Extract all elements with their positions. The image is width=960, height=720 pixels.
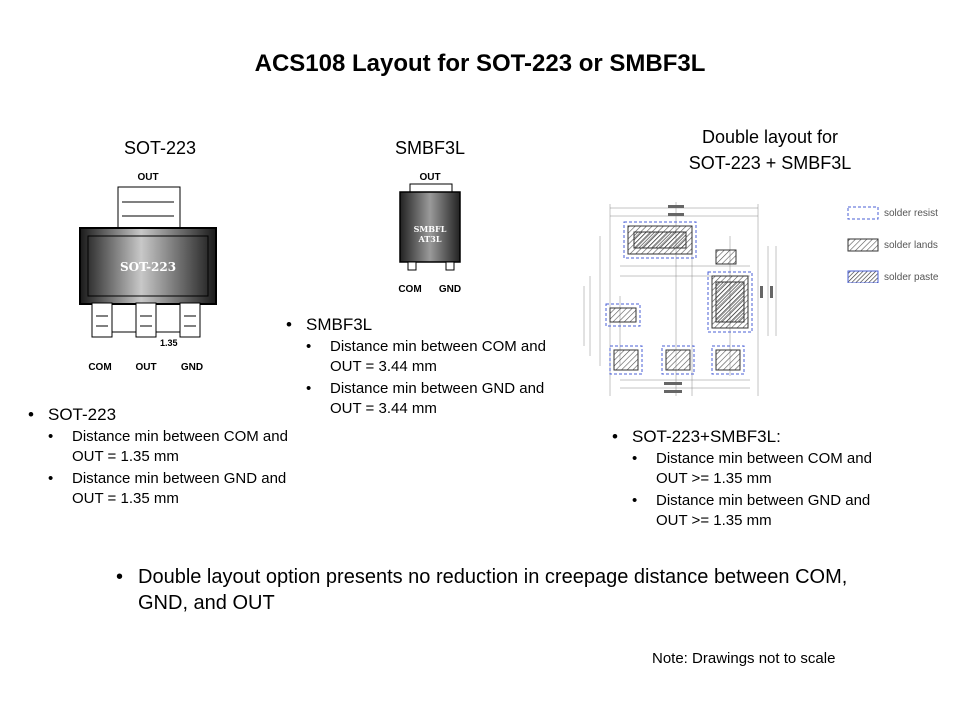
land-bottom-com: [614, 350, 638, 370]
smbf3l-bullet: [282, 314, 572, 419]
sot223-pin-label-gnd: GND: [180, 362, 204, 373]
smbf3l-top-pin-label: OUT: [419, 172, 441, 183]
smbf3l-header: SMBF3L: [394, 138, 466, 158]
sot223-pin-com: [92, 303, 112, 337]
smbf3l-pin-label-gnd: GND: [438, 284, 462, 295]
sot223-body-label: SOT-223: [120, 260, 177, 274]
smbf3l-sub-bullet-1: • Distance min between COM and OUT = 3.44 mm: [306, 337, 572, 377]
smbf3l-package-drawing: [388, 166, 478, 298]
land-bottom-gnd: [716, 350, 740, 370]
double-layout-footprint-drawing: [580, 196, 790, 406]
sot223-package-drawing: [70, 166, 240, 378]
legend-label-paste: solder paste: [884, 272, 939, 283]
double-sub-bullet-1: • Distance min between COM and OUT >= 1.35 mm: [632, 449, 898, 489]
land-right-small: [716, 250, 736, 264]
smbf3l-top-pin: [410, 184, 452, 192]
sot223-bullet-text: SOT-223: [48, 405, 117, 424]
sot223-bullet: [24, 404, 314, 509]
smbf3l-sub-bullet-2: • Distance min between GND and OUT = 3.44 mm: [306, 379, 572, 419]
double-sub-bullet-2: • Distance min between GND and OUT >= 1.35 mm: [632, 491, 898, 531]
smbf3l-sub-bullets: [306, 337, 572, 419]
sot223-sub-bullets: [48, 427, 314, 509]
main-bullet-list: [112, 564, 852, 616]
smbf3l-pin-com: [408, 262, 416, 270]
sot223-pin-out: [136, 303, 156, 337]
sot223-sub-bullet-2: • Distance min between GND and OUT = 1.35 mm: [48, 469, 314, 509]
double-layout-header: [620, 124, 920, 176]
land-bottom-out: [666, 350, 690, 370]
sot223-top-pin-label: OUT: [137, 172, 159, 183]
double-bullet-text: SOT-223+SMBF3L:: [632, 427, 781, 446]
smbf3l-body-label-2: AT3L: [418, 234, 442, 244]
sot223-sub-bullet-1: • Distance min between COM and OUT = 1.35 mm: [48, 427, 314, 467]
footnote: Note: Drawings not to scale: [652, 650, 836, 667]
legend-label-resist: solder resist: [884, 208, 938, 219]
sot223-bullet-list: [24, 404, 314, 509]
smbf3l-body-label-1: SMBFL: [413, 224, 447, 234]
smbf3l-bullet-text: SMBF3L: [306, 315, 373, 334]
smbf3l-bullet-list: [282, 314, 572, 419]
legend-swatch-lands: [848, 239, 878, 251]
double-sub-bullets: [632, 449, 898, 531]
double-header-line1: Double layout for: [701, 127, 839, 147]
sot223-dimension-label: 1.35: [160, 338, 178, 348]
sot223-pin-label-out: OUT: [135, 362, 157, 373]
sot223-tab: [118, 187, 180, 233]
sot223-pin-gnd: [180, 303, 200, 337]
land-left: [610, 308, 636, 322]
legend-swatch-paste: [848, 271, 878, 283]
double-bullet-list: [608, 426, 898, 531]
main-bullet: • Double layout option presents no reduction in creepage distance between COM, GND, and OUT: [112, 564, 852, 616]
slide-title: ACS108 Layout for SOT-223 or SMBF3L: [254, 50, 706, 77]
double-header-line2: SOT-223 + SMBF3L: [688, 153, 852, 173]
sot223-header: SOT-223: [123, 138, 197, 158]
smbf3l-pin-label-com: COM: [398, 284, 422, 295]
legend-swatches: [846, 203, 880, 283]
legend-label-lands: solder lands: [884, 240, 938, 251]
sot223-pin-label-com: COM: [88, 362, 112, 373]
smbf3l-pin-gnd: [446, 262, 454, 270]
legend-swatch-resist: [848, 207, 878, 219]
double-bullet: [608, 426, 898, 531]
